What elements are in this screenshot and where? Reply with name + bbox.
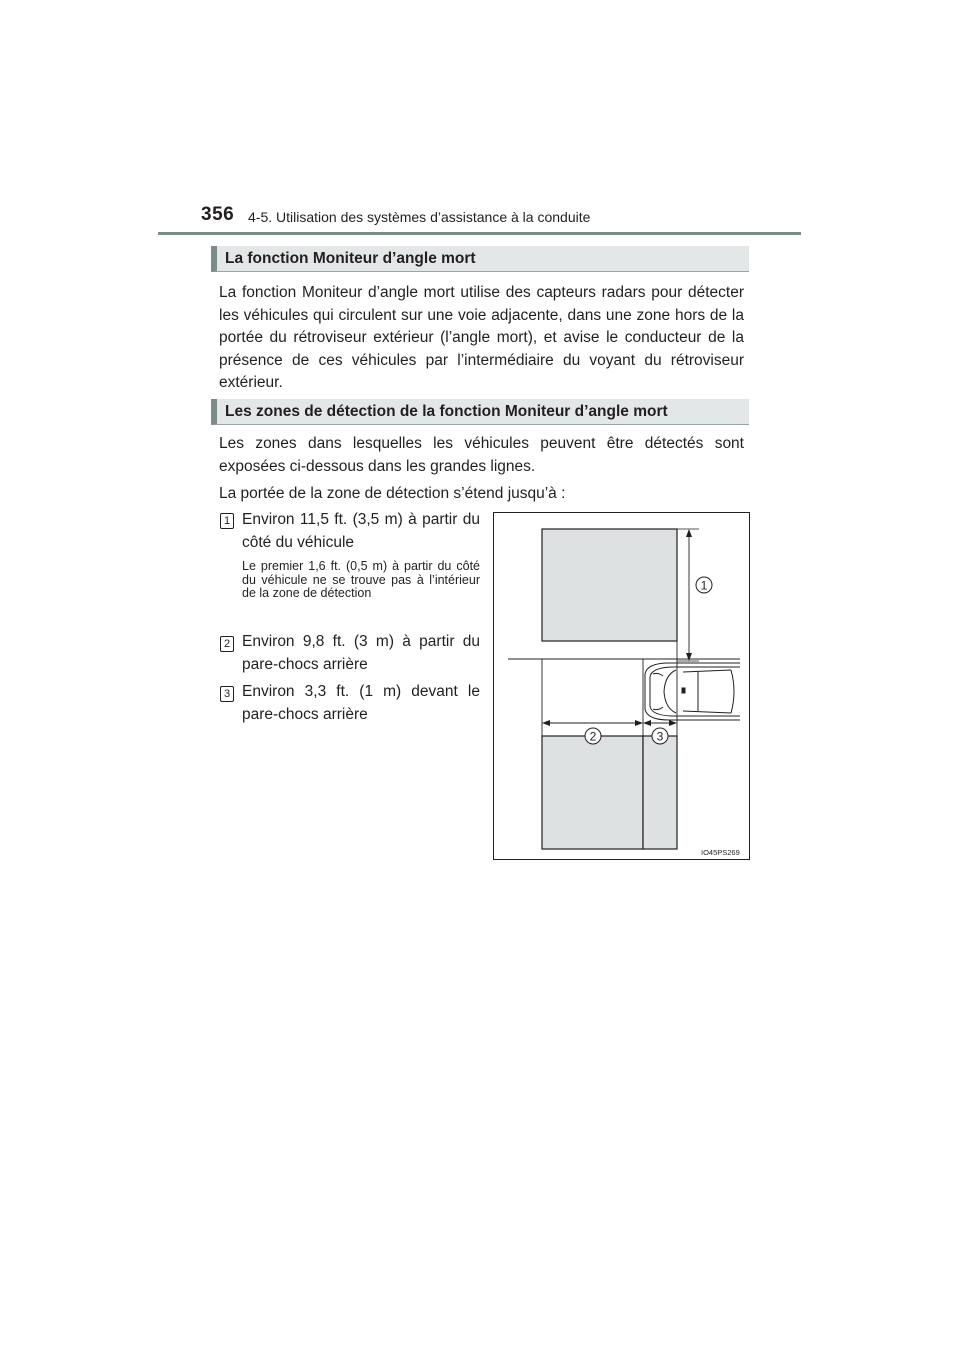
- range-intro-text: La portée de la zone de détection s’étend jusqu’à :: [219, 485, 566, 502]
- callout-1: [696, 577, 712, 593]
- section-heading-text: Les zones de détection de la fonction Moniteur d’angle mort: [225, 403, 668, 420]
- callout-2: [585, 728, 601, 744]
- svg-text:1: 1: [700, 578, 708, 593]
- section-heading-blind-spot-function: [211, 246, 749, 272]
- item-2-text: Environ 9,8 ft. (3 m) à partir du pare-chocs arrière: [242, 633, 480, 673]
- side-detection-zone: [542, 529, 677, 641]
- item-3-text: Environ 3,3 ft. (1 m) devant le pare-chocs arrière: [242, 683, 480, 723]
- section-title: 4-5. Utilisation des systèmes d’assistance à la conduite: [248, 209, 591, 225]
- item-number-badge-1: 1: [220, 513, 234, 529]
- header-divider: [158, 232, 801, 235]
- page-number: 356: [201, 204, 235, 225]
- svg-text:2: 2: [589, 729, 597, 744]
- image-code: IO45PS269: [701, 848, 740, 857]
- item-1-text: Environ 11,5 ft. (3,5 m) à partir du côté du véhicule: [242, 511, 480, 551]
- item-number-badge-2: 2: [220, 636, 234, 652]
- detection-zone-diagram: [493, 512, 750, 860]
- rear-detection-zone: [542, 736, 643, 849]
- zones-paragraph: Les zones dans lesquelles les véhicules peuvent être détectés sont exposées ci-dessous dans les grandes lignes.: [219, 435, 744, 475]
- item-number-badge-3: 3: [220, 686, 234, 702]
- rear-adjacent-zone: [643, 736, 677, 849]
- callout-3: [652, 728, 668, 744]
- section-heading-detection-zones: [211, 399, 749, 425]
- intro-paragraph: La fonction Moniteur d’angle mort utilise des capteurs radars pour détecter les véhicules qui circulent sur une voie adjacente, dans une zone hors de la portée du rétroviseur extérieur (l’angle mort), et avise le conducteur de la présence de ces véhicules par l’intermédiaire du voyant du rétroviseur extérieur.: [219, 284, 744, 391]
- section-heading-text: La fonction Moniteur d’angle mort: [225, 250, 476, 267]
- item-1-note: Le premier 1,6 ft. (0,5 m) à partir du côté du véhicule ne se trouve pas à l’intérieur de la zone de détection: [242, 559, 480, 600]
- svg-text:3: 3: [656, 729, 664, 744]
